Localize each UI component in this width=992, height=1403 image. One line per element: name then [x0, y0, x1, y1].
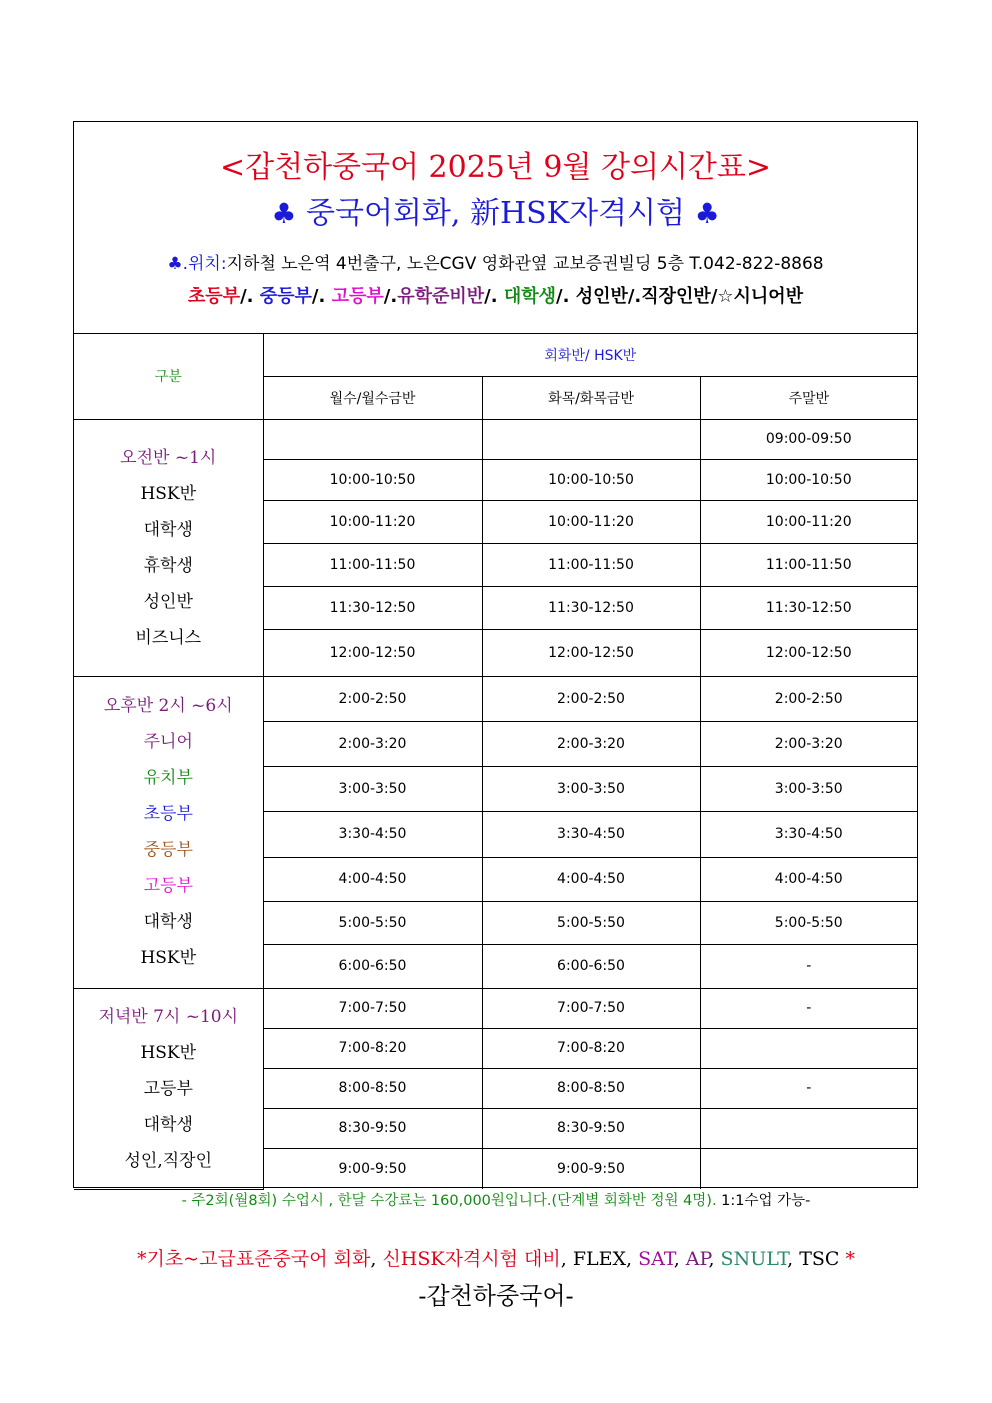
course-segment: 유학준비반	[397, 286, 485, 307]
time-cell: 10:00-11:20	[263, 500, 482, 543]
section-label-line: 중등부	[143, 840, 193, 860]
time-cell: 4:00-4:50	[263, 857, 482, 901]
club-icon: ♣	[271, 197, 297, 230]
section-label-line: 비즈니스	[135, 627, 202, 648]
time-cell: 11:30-12:50	[482, 586, 700, 629]
course-segment: /.	[383, 286, 398, 307]
fee-note-tail: 1:1수업 가능-	[716, 1193, 811, 1209]
section-label-line: 대학생	[143, 912, 193, 932]
course-segment: /.	[311, 286, 332, 307]
time-cell: 5:00-5:50	[263, 901, 482, 944]
section-label-line: 유치부	[143, 768, 193, 788]
club-icon: ♣	[694, 197, 720, 230]
time-cell: 8:30-9:50	[482, 1108, 700, 1148]
time-cell: 2:00-2:50	[263, 676, 482, 721]
time-cell: 2:00-2:50	[700, 676, 917, 721]
location-line	[74, 249, 917, 274]
time-cell: 9:00-9:50	[263, 1148, 482, 1189]
time-cell: 4:00-4:50	[482, 857, 700, 901]
promo-line	[0, 1244, 992, 1271]
time-cell: -	[700, 1068, 917, 1108]
subtitle	[74, 188, 917, 232]
promo-segment: *기초~고급	[136, 1248, 236, 1270]
time-cell: 3:00-3:50	[263, 766, 482, 811]
column-header: 월수/월수금반	[263, 376, 482, 419]
time-cell: 5:00-5:50	[482, 901, 700, 944]
time-cell: 7:00-8:20	[263, 1028, 482, 1068]
promo-segment: *	[845, 1248, 856, 1270]
time-cell	[482, 419, 700, 459]
time-cell: 2:00-3:20	[482, 721, 700, 766]
section-label-line: 오전반 ~1시	[120, 447, 217, 468]
section-label-morning	[74, 419, 263, 676]
time-cell: 11:00-11:50	[263, 543, 482, 586]
time-cell: 3:30-4:50	[263, 811, 482, 857]
course-segment: 대학생	[503, 286, 557, 307]
time-cell: 09:00-09:50	[700, 419, 917, 459]
time-cell	[700, 1028, 917, 1068]
time-cell: 4:00-4:50	[700, 857, 917, 901]
section-label-line: 오후반 2시 ~6시	[103, 696, 233, 716]
section-label-line: HSK반	[140, 1042, 197, 1063]
promo-segment: , TSC	[787, 1248, 846, 1270]
section-label-line: 초등부	[143, 804, 193, 824]
time-cell: 6:00-6:50	[482, 944, 700, 988]
course-segment: /.	[240, 286, 260, 307]
promo-segment: SAT	[638, 1248, 674, 1270]
time-cell	[700, 1148, 917, 1189]
promo-segment: , FLEX,	[560, 1248, 639, 1270]
promo-segment: ,	[708, 1248, 721, 1270]
section-label-afternoon	[74, 676, 263, 988]
promo-segment: AP	[685, 1248, 709, 1270]
time-cell: 9:00-9:50	[482, 1148, 700, 1189]
location-text: 지하철 노은역 4번출구, 노은CGV 영화관옆 교보증권빌딩 5층 T.042-822-8868	[226, 254, 824, 274]
promo-segment: ,	[370, 1248, 383, 1270]
section-label-line: 대학생	[143, 1114, 193, 1135]
section-label-line: HSK반	[140, 483, 197, 504]
course-segment: /. 성인반/.직장인반/☆시니어반	[556, 286, 804, 307]
time-cell: 3:00-3:50	[700, 766, 917, 811]
promo-segment: SNULT	[720, 1248, 788, 1270]
fee-note	[0, 1189, 992, 1210]
course-segment: 초등부	[187, 286, 241, 307]
time-cell: 10:00-11:20	[482, 500, 700, 543]
page-title: <갑천하중국어 2025년 9월 강의시간표>	[219, 150, 772, 185]
time-cell: 12:00-12:50	[700, 629, 917, 676]
section-label-line: 저녁반 7시 ~10시	[98, 1006, 239, 1027]
promo-segment: ,	[673, 1248, 686, 1270]
course-segment: 중등부	[259, 286, 312, 307]
section-label-line: 대학생	[143, 519, 193, 540]
course-segment: /.	[484, 286, 504, 307]
time-cell: 8:00-8:50	[482, 1068, 700, 1108]
course-list	[74, 282, 917, 308]
time-cell: -	[700, 944, 917, 988]
time-cell: 8:00-8:50	[263, 1068, 482, 1108]
time-cell: 7:00-7:50	[263, 988, 482, 1028]
section-label-line: 휴학생	[143, 555, 193, 576]
time-cell: 3:30-4:50	[700, 811, 917, 857]
schedule-table	[74, 334, 917, 1190]
section-label-line: 주니어	[143, 732, 193, 752]
time-cell: 2:00-3:20	[263, 721, 482, 766]
subtitle-text: 중국어회화, 新HSK자격시험	[305, 196, 686, 231]
time-cell: 12:00-12:50	[263, 629, 482, 676]
signature: -갑천하중국어-	[418, 1282, 574, 1310]
section-label-line: HSK반	[140, 948, 197, 968]
time-cell: 3:00-3:50	[482, 766, 700, 811]
course-segment: 고등부	[331, 286, 384, 307]
time-cell: 2:00-2:50	[482, 676, 700, 721]
time-cell: 12:00-12:50	[482, 629, 700, 676]
section-label-line: 성인,직장인	[124, 1150, 212, 1171]
timetable-frame	[73, 121, 918, 1188]
time-cell: 7:00-7:50	[482, 988, 700, 1028]
section-label-line: 성인반	[143, 591, 193, 612]
time-cell: 8:30-9:50	[263, 1108, 482, 1148]
time-cell: 10:00-10:50	[263, 459, 482, 500]
time-cell: 10:00-10:50	[482, 459, 700, 500]
group-header: 회화반/ HSK반	[263, 334, 917, 376]
time-cell: 3:30-4:50	[482, 811, 700, 857]
time-cell: 5:00-5:50	[700, 901, 917, 944]
time-cell: 6:00-6:50	[263, 944, 482, 988]
time-cell	[700, 1108, 917, 1148]
time-cell: 11:00-11:50	[482, 543, 700, 586]
column-header: 주말반	[700, 376, 917, 419]
promo-segment: 신HSK자격시험 대비	[382, 1248, 561, 1270]
time-cell: 10:00-10:50	[700, 459, 917, 500]
time-cell: -	[700, 988, 917, 1028]
section-label-evening	[74, 988, 263, 1189]
section-label-line: 고등부	[143, 876, 193, 896]
column-header: 화목/화목금반	[482, 376, 700, 419]
location-label: .위치:	[182, 254, 227, 274]
time-cell: 11:30-12:50	[700, 586, 917, 629]
header	[74, 122, 917, 334]
section-label-line: 고등부	[143, 1078, 193, 1099]
time-cell: 11:00-11:50	[700, 543, 917, 586]
time-cell: 2:00-3:20	[700, 721, 917, 766]
gubun-header: 구분	[74, 334, 263, 419]
time-cell: 11:30-12:50	[263, 586, 482, 629]
time-cell: 10:00-11:20	[700, 500, 917, 543]
time-cell	[263, 419, 482, 459]
club-icon: ♣	[167, 254, 183, 274]
time-cell: 7:00-8:20	[482, 1028, 700, 1068]
promo-segment: 표준중국어 회화	[235, 1248, 371, 1270]
fee-note-main: - 주2회(월8회) 수업시 , 한달 수강료는 160,000원입니다.(단계별 회화반 정원 4명).	[181, 1193, 717, 1209]
